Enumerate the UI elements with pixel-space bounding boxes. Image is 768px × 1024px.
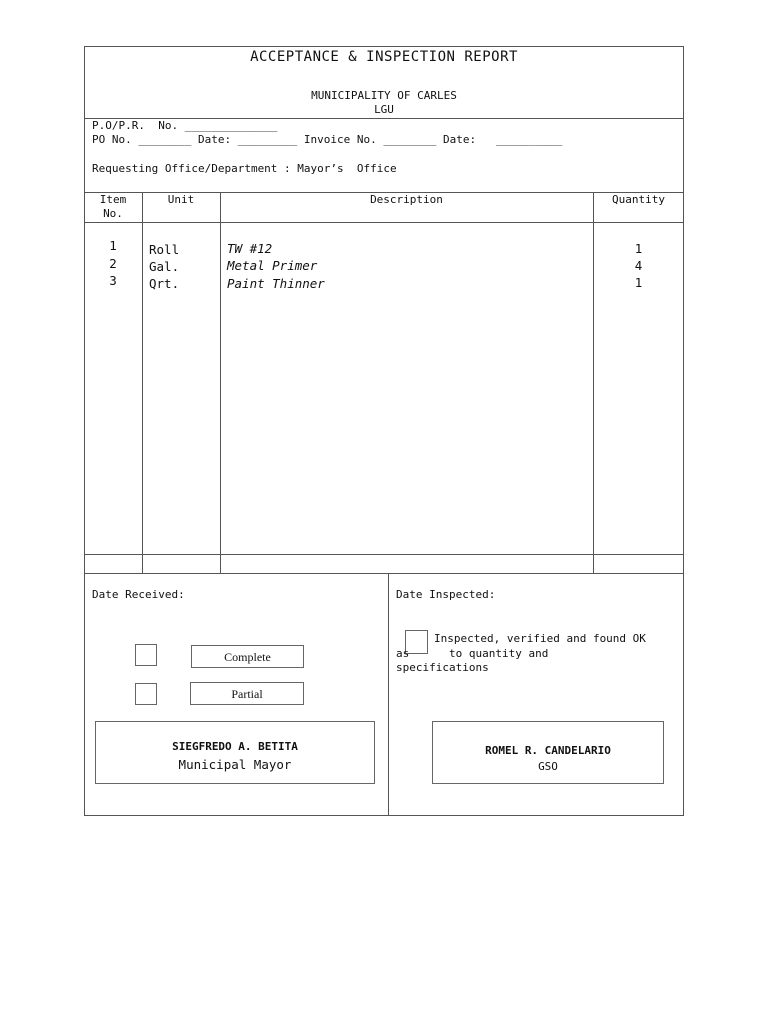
municipality-name: MUNICIPALITY OF CARLES <box>311 89 457 102</box>
row-1-unit: Roll <box>149 242 180 257</box>
col-divider-description <box>220 192 221 573</box>
mayor-title: Municipal Mayor <box>178 757 292 772</box>
table-bottom-border <box>84 573 684 574</box>
row-2-quantity: 4 <box>634 258 643 273</box>
inspection-statement-line-1: Inspected, verified and found OK <box>434 632 646 645</box>
row-3-description: Paint Thinner <box>227 276 325 291</box>
report-title: ACCEPTANCE & INSPECTION REPORT <box>250 49 518 65</box>
date-received-label: Date Received: <box>92 588 185 601</box>
row-2-item: 2 <box>109 256 117 271</box>
row-2-description: Metal Primer <box>227 258 318 273</box>
signature-section-divider <box>388 573 389 816</box>
complete-label: Complete <box>191 645 304 668</box>
po-date-invoice-line: PO No. ________ Date: _________ Invoice No. ________ Date: __________ <box>92 133 563 146</box>
row-2-unit: Gal. <box>149 259 180 274</box>
inspection-statement-line-3: specifications <box>396 661 489 674</box>
gso-title: GSO <box>538 760 558 773</box>
col-header-description: Description <box>370 193 443 206</box>
inspection-statement-line-2b: to quantity and <box>449 647 549 660</box>
row-3-unit: Qrt. <box>149 276 180 291</box>
date-inspected-label: Date Inspected: <box>396 588 496 601</box>
lgu-label: LGU <box>374 103 394 116</box>
inspection-statement-line-2a: as <box>396 647 410 660</box>
col-header-quantity: Quantity <box>612 193 665 206</box>
row-3-item: 3 <box>109 273 117 288</box>
col-header-item-no: No. <box>103 207 123 220</box>
col-divider-unit <box>142 192 143 573</box>
row-1-description: TW #12 <box>227 241 273 256</box>
mayor-name: SIEGFREDO A. BETITA <box>172 740 298 753</box>
row-1-quantity: 1 <box>634 241 643 256</box>
col-header-unit: Unit <box>167 193 195 206</box>
col-header-item: Item <box>99 193 127 206</box>
popr-number-line: P.O/P.R. No. ______________ <box>92 119 278 132</box>
row-1-item: 1 <box>109 238 117 253</box>
table-header-divider <box>84 222 684 223</box>
complete-checkbox[interactable] <box>135 644 157 666</box>
partial-checkbox[interactable] <box>135 683 157 705</box>
table-total-row-divider <box>84 554 684 555</box>
row-3-quantity: 1 <box>634 275 643 290</box>
partial-label: Partial <box>190 682 304 705</box>
gso-name: ROMEL R. CANDELARIO <box>485 744 611 757</box>
requesting-office-line: Requesting Office/Department : Mayor’s Office <box>92 162 397 175</box>
